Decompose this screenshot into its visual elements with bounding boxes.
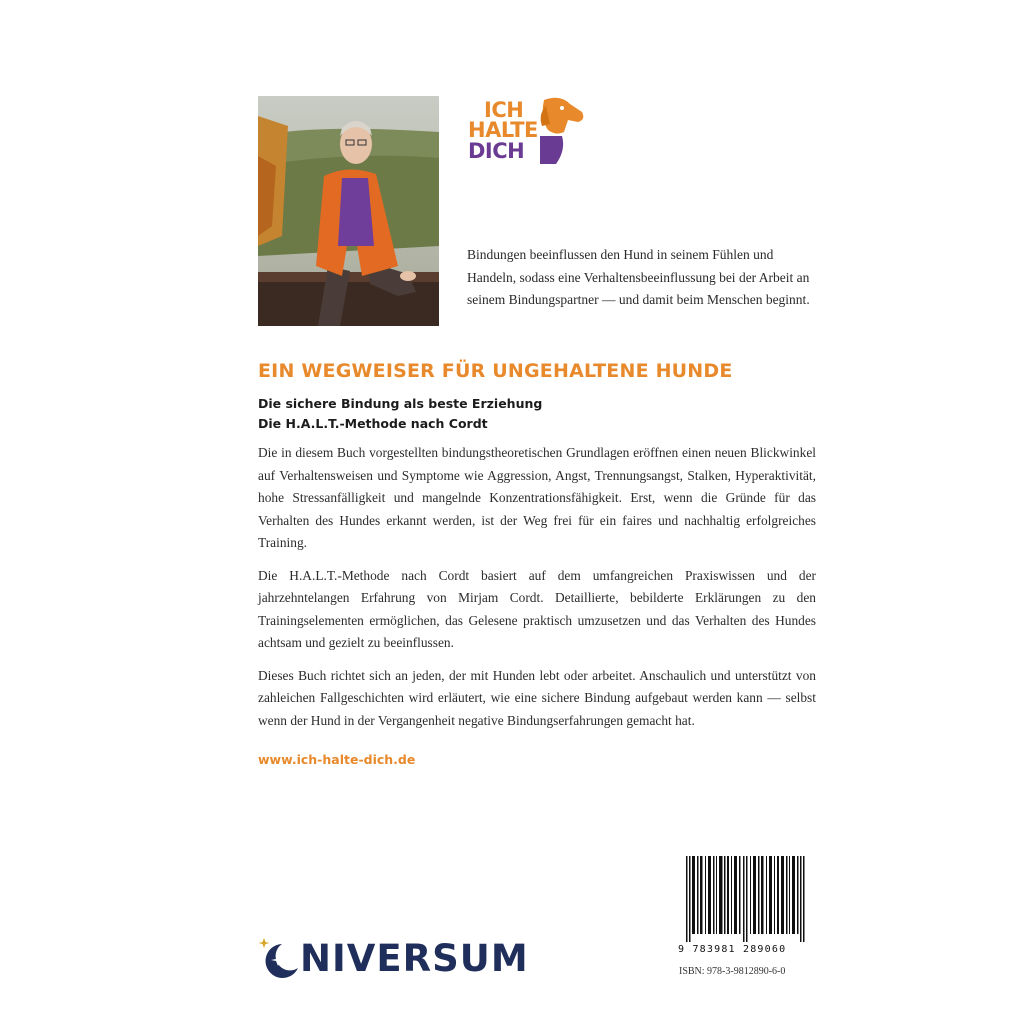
headline: EIN WEGWEISER FÜR UNGEHALTENE HUNDE: [258, 360, 733, 382]
moon-star-icon: [252, 934, 304, 986]
ich-halte-dich-logo: [466, 96, 586, 168]
author-photo: [258, 96, 439, 326]
barcode-digits: 9 783981 289060: [678, 944, 787, 955]
body-text: [258, 442, 816, 742]
isbn-number: ISBN: 978-3-9812890-6-0: [679, 966, 786, 977]
body-paragraph: Die H.A.L.T.-Methode nach Cordt basiert auf dem umfangreichen Praxiswissen und der jahrzehntelangen Erfahrung von Mirjam Cordt. Detaillierte, bebilderte Erklärungen zu den Trainingselementen ermöglichen, das Gelesene praktisch umzusetzen und das Verhalten des Hundes achtsam und gezielt zu beeinflussen.: [258, 567, 816, 650]
logo-line-3: DICH: [468, 139, 525, 163]
isbn-barcode: [678, 856, 818, 964]
publisher-name: NIVERSUM: [300, 937, 529, 980]
publisher-logo: [252, 932, 552, 992]
logo-line-2: HALTE: [468, 118, 538, 142]
logo-line-1: ICH: [484, 98, 524, 122]
intro-paragraph: Bindungen beeinflussen den Hund in seinem Fühlen und Handeln, sodass eine Verhaltensbeeinflussung bei der Arbeit an seinem Bindungspartner — und damit beim Menschen beginnt.: [467, 247, 810, 307]
dog-head-icon: [538, 96, 586, 166]
body-paragraph: Dieses Buch richtet sich an jeden, der mit Hunden lebt oder arbeitet. Anschaulich und unterstützt von zahleichen Fallgeschichten wird erläutert, wie eine sichere Bindung aufgebaut werden kann — selbst wenn der Hund in der Vergangenheit negative Bindungserfahrungen gemacht hat.: [258, 667, 816, 728]
subline-2: Die H.A.L.T.-Methode nach Cordt: [258, 416, 488, 431]
barcode-bars: [686, 856, 814, 942]
body-paragraph: Die in diesem Buch vorgestellten bindungstheoretischen Grundlagen eröffnen einen neuen Blickwinkel auf Verhaltensweisen und Symptome wie Aggression, Angst, Trennungsangst, Stalken, Hyperaktivität, hohe Stressanfälligkeit und mangelnde Konzentrationsfähigkeit. Erst, wenn die Gründe für das Verhalten des Hundes erkannt werden, ist der Weg frei für ein faires und nachhaltig erfolgreiches Training.: [258, 445, 816, 550]
website-link[interactable]: www.ich-halte-dich.de: [258, 752, 416, 767]
subline-1: Die sichere Bindung als beste Erziehung: [258, 396, 543, 411]
